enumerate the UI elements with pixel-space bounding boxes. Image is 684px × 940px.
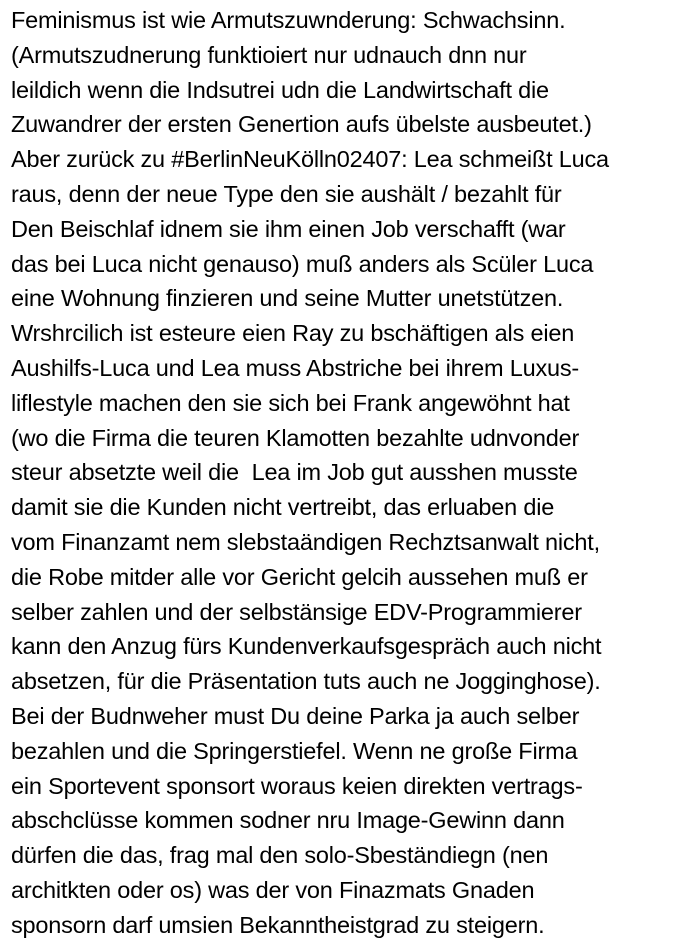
text-line-7: Den Beischlaf idnem sie ihm einen Job verschafft (war (11, 215, 566, 242)
text-line-18: selber zahlen und der selbstänsige EDV-Programmierer (11, 598, 582, 625)
document-text (11, 3, 681, 940)
text-line-16: vom Finanzamt nem slebstaändigen Rechztsanwalt nicht, (11, 528, 600, 555)
text-line-19: kann den Anzug fürs Kundenverkaufsgespräch auch nicht (11, 633, 602, 660)
text-line-21: Bei der Budnweher must Du deine Parka ja auch selber (11, 702, 580, 729)
text-line-3: leildich wenn die Indsutrei udn die Landwirtschaft die (11, 76, 549, 103)
text-line-12: liflestyle machen den sie sich bei Frank angewöhnt hat (11, 389, 570, 416)
text-line-10: Wrshrcilich ist esteure eien Ray zu bschäftigen als eien (11, 320, 575, 347)
text-line-13: (wo die Firma die teuren Klamotten bezahlte udnvonder (11, 424, 580, 451)
text-line-11: Aushilfs-Luca und Lea muss Abstriche bei ihrem Luxus- (11, 354, 580, 381)
text-line-23: ein Sportevent sponsort woraus keien direkten vertrags- (11, 772, 583, 799)
text-line-22: bezahlen und die Springerstiefel. Wenn ne große Firma (11, 737, 578, 764)
text-line-27: sponsorn darf umsien Bekanntheistgrad zu steigern. (11, 911, 545, 938)
text-line-20: absetzen, für die Präsentation tuts auch ne Jogginghose). (11, 668, 601, 695)
text-line-24: abschclüsse kommen sodner nru Image-Gewinn dann (11, 807, 565, 834)
text-line-25: dürfen die das, frag mal den solo-Sbeständiegn (nen (11, 842, 549, 869)
text-line-14: steur absetzte weil die Lea im Job gut ausshen musste (11, 459, 578, 486)
text-line-15: damit sie die Kunden nicht vertreibt, das erluaben die (11, 494, 555, 521)
text-line-6: raus, denn der neue Type den sie aushält / bezahlt für (11, 180, 562, 207)
text-line-17: die Robe mitder alle vor Gericht gelcih aussehen muß er (11, 563, 588, 590)
text-line-4: Zuwandrer der ersten Genertion aufs übelste ausbeutet.) (11, 111, 592, 138)
text-line-2: (Armutszudnerung funktioiert nur udnauch dnn nur (11, 41, 527, 68)
text-line-8: das bei Luca nicht genauso) muß anders als Scüler Luca (11, 250, 594, 277)
text-line-1: Feminismus ist wie Armutszuwnderung: Schwachsinn. (11, 7, 566, 33)
text-line-9: eine Wohnung finzieren und seine Mutter unetstützen. (11, 285, 564, 312)
text-line-5: Aber zurück zu #BerlinNeuKölln02407: Lea schmeißt Luca (11, 146, 609, 173)
text-line-26: architkten oder os) was der von Finazmats Gnaden (11, 876, 535, 903)
